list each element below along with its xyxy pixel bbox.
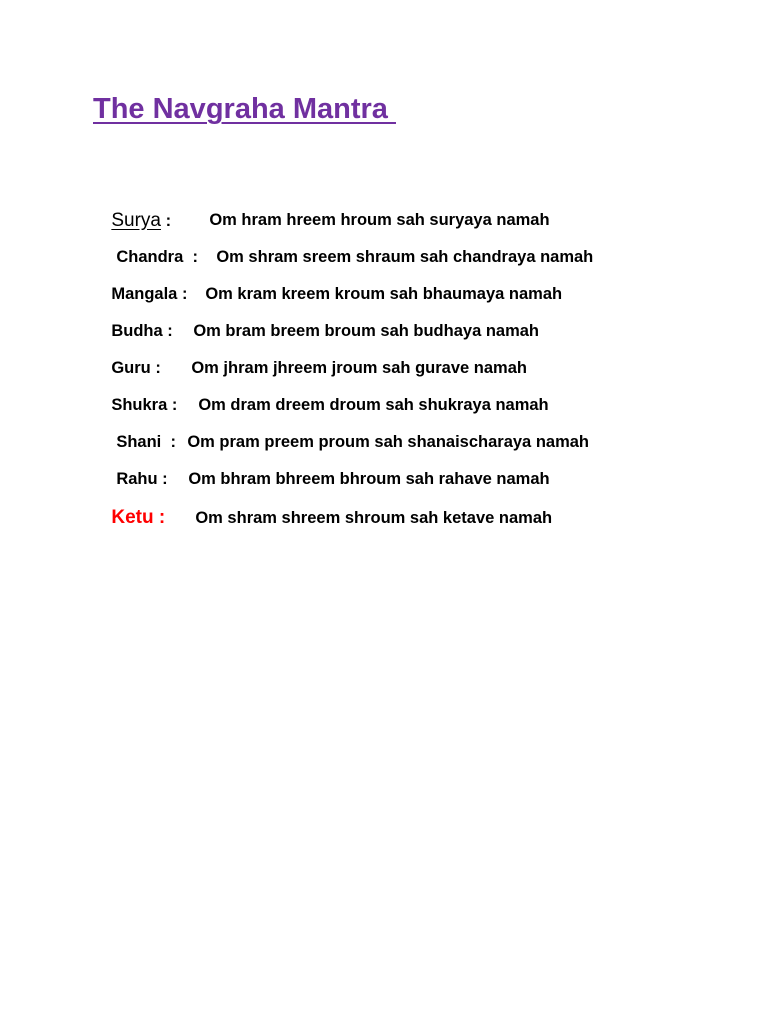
planet-name-rahu: Rahu [116, 469, 158, 488]
mantra-text: Om kram kreem kroum sah bhaumaya namah [205, 284, 563, 303]
separator: : [161, 432, 176, 451]
mantra-text: Om dram dreem droum sah shukraya namah [198, 395, 549, 414]
planet-name-shani: Shani [116, 432, 162, 451]
mantra-text: Om shram shreem shroum sah ketave namah [195, 508, 553, 527]
mantra-text: Om jhram jhreem jroum sah gurave namah [191, 358, 527, 377]
separator: : [150, 358, 161, 377]
mantra-line-ketu [93, 491, 165, 543]
separator: : [157, 469, 168, 488]
separator: : [167, 395, 178, 414]
mantra-text: Om shram sreem shraum sah chandraya namah [216, 247, 594, 266]
document-title: The Navgraha Mantra [93, 93, 396, 125]
planet-name-budha: Budha [111, 321, 163, 340]
mantra-text: Om pram preem proum sah shanaischaraya namah [187, 432, 589, 451]
mantra-text: Om bram breem broum sah budhaya namah [193, 321, 540, 340]
planet-name-ketu: Ketu [111, 506, 154, 528]
planet-name-chandra: Chandra [116, 247, 184, 266]
planet-name-mangala: Mangala [111, 284, 178, 303]
planet-name-guru: Guru [111, 358, 151, 377]
planet-name-surya: Surya [111, 209, 161, 231]
separator: : [183, 247, 198, 266]
separator: : [177, 284, 188, 303]
mantra-text: Om hram hreem hroum sah suryaya namah [209, 210, 550, 229]
separator: : [162, 321, 173, 340]
separator: : [153, 506, 166, 528]
mantra-text: Om bhram bhreem bhroum sah rahave namah [188, 469, 550, 488]
separator: : [160, 211, 172, 230]
planet-name-shukra: Shukra [111, 395, 168, 414]
mantra-text-ketu [177, 493, 552, 543]
